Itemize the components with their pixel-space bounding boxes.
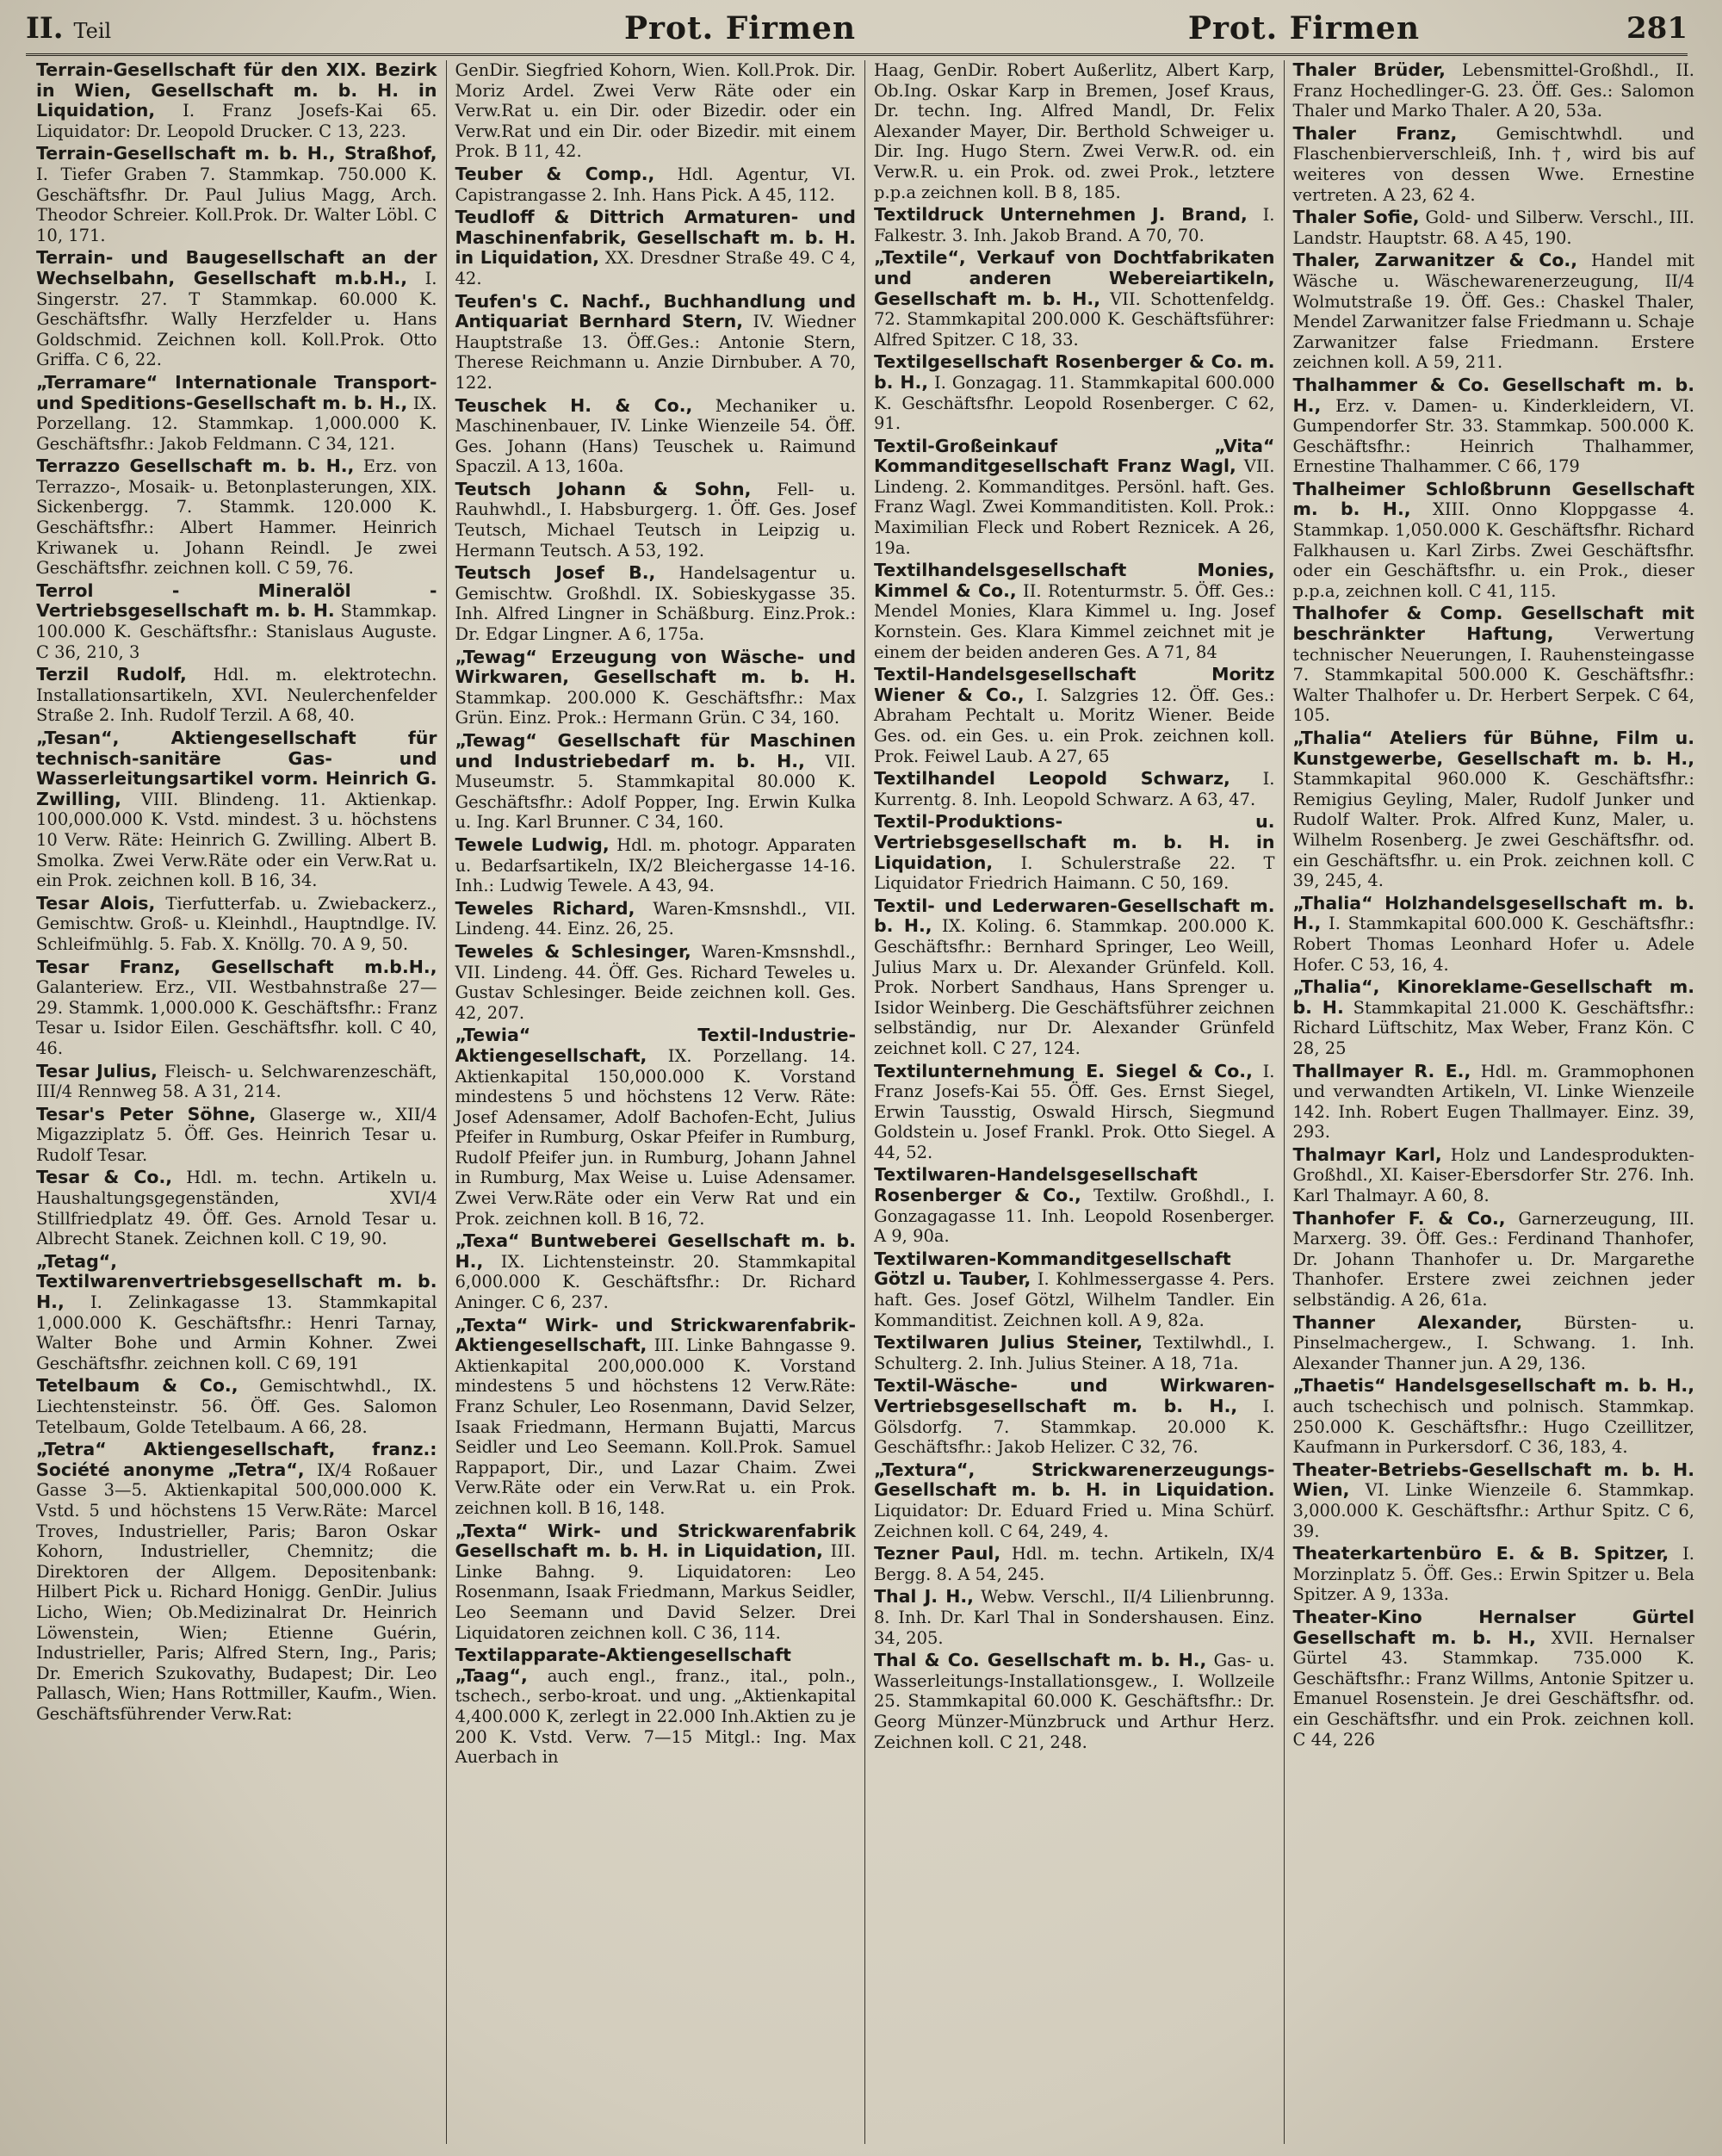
firm-name: Textilhandelsgesellschaft Monies, Kimmel & Co.,: [874, 560, 1275, 601]
firm-name: Thaler Brüder,: [1292, 60, 1446, 80]
firm-entry: [36, 728, 437, 891]
firm-name: Textilwaren-Kommanditgesellschaft Götzl u. Tauber,: [874, 1248, 1231, 1290]
column-4: [1285, 60, 1704, 2144]
firm-details: Liquidator: Dr. Eduard Fried u. Mina Schürf. Zeichnen koll. C 64, 249, 4.: [874, 1500, 1275, 1541]
firm-details: Tierfutterfab. u. Zwiebackerz., Gemischtw. Groß- u. Kleinhdl., Hauptndlge. IV. Schleifmühlg. 5. Fab. X. Knöllg. 70. A 9, 50.: [36, 893, 437, 954]
firm-details: I. Franz Josefs-Kai 55. Öff. Ges. Ernst Siegel, Erwin Tausstig, Oswald Hirsch, Siegmund Goldstein u. Josef Frankl. Prok. Otto Siegel. A 44, 52.: [874, 1061, 1275, 1162]
firm-details: Hdl. m. elektrotechn. Installationsartikeln, XVI. Neulerchenfelder Straße 2. Inh. Rudolf Terzil. A 68, 40.: [36, 665, 437, 726]
firm-entry: [1293, 480, 1695, 602]
firm-entry: [1293, 375, 1695, 477]
firm-entry: [455, 292, 857, 393]
column-3: [865, 60, 1285, 2144]
firm-details: Garnerzeugung, III. Marxerg. 39. Öff. Ges.: Ferdinand Thanhofer, Dr. Johann Thanhofer u. Dr. Margarethe Thanhofer. Erstere zwei zeichnen jeder selbständig. A 26, 61a.: [1292, 1208, 1694, 1310]
firm-details: I. Gonzagag. 11. Stammkapital 600.000 K. Geschäftsfhr. Leopold Rosenberger. C 62, 91.: [874, 372, 1275, 434]
firm-entry: [874, 1544, 1275, 1584]
firm-details: Verwertung technischer Neuerungen, I. Rauhensteingasse 7. Stammkapital 500.000 K. Geschäftsfhr.: Walter Thalhofer u. Dr. Herbert Serpek. C 64, 105.: [1292, 624, 1694, 726]
firm-entry: [455, 1316, 857, 1519]
firm-name: Terrazzo Gesellschaft m. b. H.,: [36, 455, 355, 477]
firm-name: Textil-Handelsgesellschaft Moritz Wiener & Co.,: [874, 664, 1275, 705]
firm-name: Theater-Kino Hernalser Gürtel Gesellschaft m. b. H.,: [1292, 1606, 1694, 1648]
firm-details: Fleisch- u. Selchwarenzeschäft, III/4 Rennweg 58. A 31, 214.: [36, 1061, 437, 1102]
firm-details: I. Tiefer Graben 7. Stammkap. 750.000 K. Geschäftsfhr. Dr. Paul Julius Magg, Arch. Theodor Schreier. Koll.Prok. Dr. Walter Löbl. C 10, 171.: [36, 164, 437, 245]
firm-details: Galanteriew. Erz., VII. Westbahnstraße 27—29. Stammk. 1,000.000 K. Geschäftsfhr.: Franz Tesar u. Isidor Eilen. Geschäftsfhr. koll. C 40, 46.: [36, 977, 437, 1058]
firm-entry: [36, 894, 437, 955]
header-right: [1188, 10, 1688, 46]
firm-entry: [455, 1025, 857, 1229]
firm-entry: [874, 1333, 1275, 1373]
firm-name: Teuschek H. & Co.,: [455, 394, 693, 416]
firm-entry: [455, 60, 857, 162]
part-suffix: Teil: [73, 19, 112, 43]
firm-name: Terrol - Mineralöl - Vertriebsgesellschaft m. b. H.: [36, 579, 437, 622]
firm-entry: [874, 1651, 1275, 1752]
firm-entry: [874, 665, 1275, 766]
firm-details: Holz und Landesprodukten-Großhdl., XI. Kaiser-Ebersdorfer Str. 276. Inh. Karl Thalmayr. A 60, 8.: [1292, 1144, 1694, 1206]
firm-details: XX. Dresdner Straße 49. C 4, 42.: [455, 248, 856, 288]
firm-entry: [36, 1252, 437, 1374]
firm-name: Thaler Franz,: [1292, 122, 1458, 144]
firm-entry: [455, 899, 857, 939]
firm-name: Tesar & Co.,: [36, 1167, 173, 1188]
firm-entry: [874, 437, 1275, 559]
firm-details: I. Kohlmessergasse 4. Pers. haft. Ges. Josef Götzl, Wilhelm Tandler. Ein Kommanditist. Zeichnen koll. A 9, 82a.: [874, 1269, 1275, 1330]
firm-name: Tewele Ludwig,: [455, 833, 610, 855]
firm-entry: [36, 1062, 437, 1102]
firm-name: „Thalia“ Ateliers für Bühne, Film u. Kunstgewerbe, Gesellschaft m. b. H.,: [1292, 728, 1694, 769]
firm-entry: [874, 352, 1275, 433]
firm-entry: [36, 144, 437, 245]
firm-details: Hdl. m. Grammophonen und verwandten Artikeln, VI. Linke Wienzeile 142. Inh. Robert Eugen Thallmayer. Einz. 39, 293.: [1292, 1061, 1694, 1143]
firm-details: I. Zelinkagasse 13. Stammkapital 1,000.000 K. Geschäftsfhr.: Henri Tarnay, Walter Bohe und Armin Kohner. Zwei Geschäftsfhr. zeichnen koll. C 69, 191: [36, 1292, 437, 1373]
firm-entry: [1293, 1145, 1695, 1206]
firm-details: VI. Linke Wienzeile 6. Stammkap. 3,000.000 K. Geschäftsfhr.: Arthur Spitz. C 6, 39.: [1292, 1480, 1694, 1541]
firm-name: „Texta“ Wirk- und Strickwarenfabrik Gesellschaft m. b. H. in Liquidation,: [455, 1520, 856, 1562]
firm-entry: [455, 164, 857, 205]
firm-details: Stammkapital 960.000 K. Geschäftsfhr.: Remigius Geyling, Maler, Rudolf Junker und Rudolf Walter. Prok. Alfred Kunz, Maler, u. Wilhelm Rosenberg. Je zwei Geschäftsfhr. od. ein Geschäftsfhr. u. ein Prok. zeichnen koll. C 39, 245, 4.: [1292, 769, 1694, 891]
firm-details: XVII. Hernalser Gürtel 43. Stammkap. 735.000 K. Geschäftsfhr.: Franz Willms, Antonie Spitzer u. Emanuel Rosenstein. Je drei Geschäftsfhr. od. ein Geschäftsfhr. und ein Prok. zeichnen koll. C 44, 226: [1292, 1627, 1694, 1750]
firm-details: VIII. Blindeng. 11. Aktienkap. 100,000.000 K. Vstd. mindest. 3 u. höchstens 10 Verw. Räte: Heinrich G. Zwilling. Albert B. Smolka. Zwei Verw.Räte oder ein Verw.Rat u. ein Prok. zeichnen koll. B 16, 34.: [36, 789, 437, 891]
firm-entry: [455, 647, 857, 728]
firm-entry: [1293, 251, 1695, 373]
firm-name: Teufen's C. Nachf., Buchhandlung und Antiquariat Bernhard Stern,: [455, 290, 856, 332]
firm-details: Stammkapital 21.000 K. Geschäftsfhr.: Richard Lüftschitz, Max Weber, Franz Kön. C 28, 25: [1292, 997, 1695, 1058]
firm-name: Thaler Sofie,: [1292, 207, 1420, 228]
firm-entry: [1293, 1460, 1695, 1541]
firm-details: Hdl. m. photogr. Apparaten u. Bedarfsartikeln, IX/2 Bleichergasse 14-16. Inh.: Ludwig Tewele. A 43, 94.: [455, 834, 856, 896]
firm-entry: [455, 1231, 857, 1312]
firm-name: Tesar's Peter Söhne,: [36, 1103, 257, 1124]
firm-details: Waren-Kmsnshdl., VII. Lindeng. 44. Öff. Ges. Richard Teweles u. Gustav Schlesinger. Beide zeichnen koll. Ges. 42, 207.: [455, 941, 856, 1023]
firm-entry: [1293, 1608, 1695, 1750]
firm-entry: [36, 1168, 437, 1248]
part-label: [26, 11, 111, 46]
firm-details: GenDir. Siegfried Kohorn, Wien. Koll.Prok. Dir. Moriz Ardel. Zwei Verw Räte oder ein Verw.Rat u. ein Dir. oder Bizedir. oder ein Verw.Rat und ein Dir. oder Bizedir. mit einem Prok. B 11, 42.: [455, 60, 856, 162]
firm-name: Tesar Julius,: [36, 1060, 158, 1081]
firm-entry: [874, 1376, 1275, 1457]
firm-name: Theater-Betriebs-Gesellschaft m. b. H. Wien,: [1292, 1459, 1694, 1501]
firm-name: Tetelbaum & Co.,: [36, 1375, 238, 1397]
firm-details: Erz. v. Damen- u. Kinderkleidern, VI. Gumpendorfer Str. 33. Stammkap. 500.000 K. Geschäftsfhr.: Heinrich Thalhammer, Ernestine Thalhammer. C 66, 179: [1292, 395, 1694, 477]
firm-entry: [874, 561, 1275, 662]
firm-name: Thanner Alexander,: [1292, 1311, 1523, 1333]
firm-details: Lebensmittel-Großhdl., II. Franz Hochedlinger-G. 23. Öff. Ges.: Salomon Thaler und Marko Thaler. A 20, 53a.: [1292, 60, 1694, 121]
firm-entry: [1293, 1209, 1695, 1310]
firm-entry: [455, 835, 857, 896]
firm-details: Gemischtwhdl. und Flaschenbierverschleiß, Inh. †, wird bis auf weiteres von dessen Wwe. Ernestine vertreten. A 23, 62 4.: [1292, 123, 1694, 205]
firm-details: I. Singerstr. 27. T Stammkap. 60.000 K. Geschäftsfhr. Wally Herzfelder u. Hans Goldschmid. Zeichnen koll. Koll.Prok. Otto Griffa. C 6, 22.: [36, 268, 437, 370]
firm-entry: [36, 1376, 437, 1437]
firm-details: auch engl., franz., ital., poln., tschech., serbo-kroat. und ung. „Aktienkapital 4,400.000 K, zerlegt in 22.000 Inh.Aktien zu je 200 K. Vstd. Verw. 7—15 Mitgl.: Ing. Max Auerbach in: [455, 1665, 856, 1768]
firm-name: Thal J. H.,: [874, 1586, 974, 1608]
firm-entry: [1293, 1062, 1695, 1143]
firm-name: Textilunternehmung E. Siegel & Co.,: [874, 1060, 1253, 1081]
firm-details: I. Morzinplatz 5. Öff. Ges.: Erwin Spitzer u. Bela Spitzer. A 9, 133a.: [1292, 1544, 1694, 1605]
firm-name: Textilapparate-Aktiengesellschaft „Taag“,: [455, 1645, 791, 1686]
firm-name: Teutsch Josef B.,: [455, 562, 656, 584]
firm-name: Tesar Franz, Gesellschaft m.b.H.,: [36, 956, 437, 977]
firm-name: „Terramare“ Internationale Transport- und Speditions-Gesellschaft m. b. H.,: [36, 371, 437, 413]
firm-details: I. Stammkapital 600.000 K. Geschäftsfhr.: Robert Thomas Leonhard Hofer u. Adele Hofer. C 53, 16, 4.: [1292, 914, 1694, 975]
firm-details: VII. Schottenfeldg. 72. Stammkapital 200.000 K. Geschäftsführer: Alfred Spitzer. C 18, 33.: [874, 288, 1275, 350]
firm-details: IX. Koling. 6. Stammkap. 200.000 K. Geschäftsfhr.: Bernhard Springer, Leo Weill, Julius Marx u. Dr. Alexander Grünfeld. Koll. Prok. Norbert Sandhaus, Hans Sprenger u. Isidor Weinberg. Die Geschäftsführer zeichnen selbständig, nur Dr. Alexander Grünfeld zeichnet koll. C 27, 124.: [874, 916, 1275, 1058]
firm-details: I. Kurrentg. 8. Inh. Leopold Schwarz. A 63, 47.: [874, 769, 1275, 809]
firm-name: „Textura“, Strickwarenerzeugungs-Gesellschaft m. b. H. in Liquidation.: [874, 1459, 1275, 1501]
firm-name: Thanhofer F. & Co.,: [1292, 1207, 1506, 1229]
firm-entry: [874, 1587, 1275, 1648]
firm-details: I. Gölsdorfg. 7. Stammkap. 20.000 K. Geschäftsfhr.: Jakob Helizer. C 32, 76.: [874, 1397, 1275, 1458]
firm-name: „Thalia“, Kinoreklame-Gesellschaft m. b. H.: [1292, 976, 1694, 1018]
firm-details: Gemischtwhdl., IX. Liechtensteinstr. 56. Öff. Ges. Salomon Tetelbaum, Golde Tetelbaum. A 66, 28.: [36, 1376, 437, 1437]
firm-entry: [1293, 977, 1695, 1058]
firm-details: Waren-Kmsnshdl., VII. Lindeng. 44. Einz. 26, 25.: [455, 898, 856, 939]
firm-entry: [874, 1460, 1275, 1541]
firm-name: Terrain- und Baugesellschaft an der Wechselbahn, Gesellschaft m.b.H.,: [36, 247, 437, 288]
firm-details: Textilwhdl., I. Schulterg. 2. Inh. Julius Steiner. A 18, 71a.: [874, 1333, 1275, 1373]
firm-name: Teweles & Schlesinger,: [455, 940, 691, 962]
firm-name: Thalhofer & Comp. Gesellschaft mit beschränkter Haftung,: [1292, 603, 1694, 645]
firm-details: II. Rotenturmstr. 5. Öff. Ges.: Mendel Monies, Klara Kimmel u. Ing. Josef Kornstein. Ges. Klara Kimmel zeichnet mit je einem der beiden anderen Ges. A 71, 84: [874, 580, 1275, 662]
firm-entry: [874, 896, 1275, 1059]
firm-details: Handel mit Wäsche u. Wäschewarenerzeugung, II/4 Wolmutstraße 19. Öff. Ges.: Chaskel Thaler, Mendel Zarwanitzer false Friedmann u. Schaje Zarwanitzer false Friedmann. Erstere zeichnen koll. A 59, 211.: [1292, 251, 1694, 373]
firm-details: IX. Porzellang. 12. Stammkap. 1,000.000 K. Geschäftsfhr.: Jakob Feldmann. C 34, 121.: [36, 393, 437, 454]
firm-name: Textilwaren Julius Steiner,: [874, 1332, 1143, 1354]
firm-name: Textil-Produktions- u. Vertriebsgesellschaft m. b. H. in Liquidation,: [874, 811, 1275, 873]
firm-name: „Texta“ Wirk- und Strickwarenfabrik-Aktiengesellschaft,: [455, 1314, 856, 1356]
firm-name: „Thalia“ Holzhandelsgesellschaft m. b. H.,: [1292, 892, 1694, 934]
firm-name: „Tesan“, Aktiengesellschaft für technisch-sanitäre Gas- und Wasserleitungsartikel vorm. Heinrich G. Zwilling,: [36, 728, 437, 809]
firm-details: XIII. Onno Kloppgasse 4. Stammkap. 1,050.000 K. Geschäftsfhr. Richard Falkhausen u. Karl Zirbs. Zwei Geschäftsfhr. oder ein Geschäftsfhr. u. ein Prok., dieser p.p.a, zeichnen koll. C 41, 115.: [1292, 499, 1694, 601]
firm-name: Thallmayer R. E.,: [1292, 1060, 1471, 1081]
firm-entry: [874, 1249, 1275, 1330]
page-number: 281: [1626, 11, 1688, 46]
firm-name: „Tetag“, Textilwarenvertriebsgesellschaft m. b. H.,: [36, 1250, 437, 1313]
firm-entry: [1293, 1376, 1695, 1457]
firm-details: IX/4 Roßauer Gasse 3—5. Aktienkapital 500,000.000 K. Vstd. 5 und höchstens 15 Verw.Räte: Marcel Troves, Industrieller, Paris; Baron Oskar Kohorn, Industrieller, Chemnitz; die Direktoren der Allgem. Depositenbank: Hilbert Pick u. Richard Honigg. GenDir. Julius Licho, Wien; Ob.Medizinalrat Dr. Heinrich Löwenstein, Wien; Etienne Guérin, Industrieller, Paris; Alfred Stern, Ing., Paris; Dr. Emerich Szukovathy, Budapest; Dir. Leo Pallasch, Wien; Hans Rottmiller, Kaufm., Wien. Geschäftsführender Verw.Rat:: [36, 1459, 437, 1724]
firm-details: Glaserge w., XII/4 Migazziplatz 5. Öff. Ges. Heinrich Tesar u. Rudolf Tesar.: [36, 1104, 437, 1165]
firm-entry: [1293, 208, 1695, 248]
firm-details: I. Salzgries 12. Öff. Ges.: Abraham Pechtalt u. Moritz Wiener. Beide Ges. od. ein Ges. u. ein Prok. zeichnen koll. Prok. Feiwel Laub. A 27, 65: [874, 685, 1275, 766]
firm-name: Teuber & Comp.,: [455, 163, 655, 184]
firm-name: Theaterkartenbüro E. & B. Spitzer,: [1292, 1543, 1669, 1564]
firm-entry: [36, 456, 437, 579]
firm-details: Hdl. Agentur, VI. Capistrangasse 2. Inh. Hans Pick. A 45, 112.: [455, 164, 856, 205]
firm-name: Terrain-Gesellschaft für den XIX. Bezirk in Wien, Gesellschaft m. b. H. in Liquidation,: [36, 60, 437, 121]
firm-entry: [1293, 604, 1695, 726]
column-2: [447, 60, 866, 2144]
firm-name: „Tewia“ Textil-Industrie-Aktiengesellschaft,: [455, 1025, 856, 1066]
firm-entry: [874, 248, 1275, 350]
firm-name: Teudloff & Dittrich Armaturen- und Maschinenfabrik, Gesellschaft m. b. H. in Liquidation,: [455, 207, 856, 269]
firm-entry: [455, 480, 857, 561]
firm-details: Webw. Verschl., II/4 Lilienbrunng. 8. Inh. Dr. Karl Thal in Sondershausen. Einz. 34, 205.: [874, 1587, 1275, 1648]
firm-entry: [36, 1440, 437, 1724]
firm-entry: [36, 248, 437, 370]
firm-details: Stammkap. 100.000 K. Geschäftsfhr.: Stanislaus Auguste. C 36, 210, 3: [36, 601, 437, 662]
firm-entry: [36, 1105, 437, 1166]
firm-name: Terrain-Gesellschaft m. b. H., Straßhof,: [36, 143, 437, 164]
firm-details: Stammkap. 200.000 K. Geschäftsfhr.: Max Grün. Einz. Prok.: Hermann Grün. C 34, 160.: [455, 687, 856, 728]
firm-details: I. Franz Josefs-Kai 65. Liquidator: Dr. Leopold Drucker. C 13, 223.: [36, 101, 437, 141]
firm-details: IX. Lichtensteinstr. 20. Stammkapital 6,000.000 K. Geschäftsfhr.: Dr. Richard Aninger. C 6, 237.: [455, 1251, 856, 1313]
firm-name: Thalheimer Schloßbrunn Gesellschaft m. b. H.,: [1292, 478, 1694, 520]
firm-entry: [455, 942, 857, 1023]
firm-name: Textildruck Unternehmen J. Brand,: [874, 204, 1248, 226]
firm-name: Tezner Paul,: [874, 1543, 1001, 1564]
firm-details: Erz. von Terrazzo-, Mosaik- u. Betonplasterungen, XIX. Sickenbergg. 7. Stammk. 120.000 K. Geschäftsfhr.: Albert Hammer. Heinrich Kriwanek u. Johann Reindl. Je zwei Geschäftsfhr. zeichnen koll. C 59, 76.: [36, 456, 437, 579]
firm-entry: [874, 1165, 1275, 1246]
firm-name: Textilgesellschaft Rosenberger & Co. m. b. H.,: [874, 351, 1275, 393]
firm-entry: [455, 208, 857, 288]
column-1: [28, 60, 447, 2144]
firm-entry: [874, 769, 1275, 809]
firm-entry: [455, 731, 857, 833]
firm-name: Textilwaren-Handelsgesellschaft Rosenberger & Co.,: [874, 1164, 1198, 1206]
firm-name: „Thaetis“ Handelsgesellschaft m. b. H.,: [1292, 1375, 1694, 1397]
firm-entry: [874, 60, 1275, 202]
firm-name: Textil-Wäsche- und Wirkwaren-Vertriebsgesellschaft m. b. H.,: [874, 1375, 1275, 1416]
firm-details: auch tschechisch und polnisch. Stammkap. 250.000 K. Geschäftsfhr.: Hugo Czeillitzer, Kaufmann in Purkersdorf. C 36, 183, 4.: [1292, 1397, 1694, 1458]
firm-entry: [36, 60, 437, 141]
firm-details: Handelsagentur u. Gemischtw. Großhdl. IX. Sobieskygasse 35. Inh. Alfred Lingner in Schäßburg. Einz.Prok.: Dr. Edgar Lingner. A 6, 175a.: [455, 563, 856, 645]
firm-name: Thaler, Zarwanitzer & Co.,: [1292, 250, 1578, 271]
firm-details: IX. Porzellang. 14. Aktienkapital 150,000.000 K. Vorstand mindestens 5 und höchstens 12 Verw. Räte: Josef Adensamer, Adolf Bachofen-Echt, Julius Pfeifer in Rumburg, Oskar Pfeifer in Rumburg, Rudolf Pfeifer jun. in Rumburg, Johann Jahnel in Rumburg, Max Weise u. Luise Adensamer. Zwei Verw.Räte oder ein Verw Rat und ein Prok. zeichnen koll. B 16, 72.: [455, 1045, 856, 1229]
firm-name: „Texa“ Buntweberei Gesellschaft m. b. H.,: [455, 1230, 856, 1272]
firm-details: Bürsten- u. Pinselmachergew., I. Schwang. 1. Inh. Alexander Thanner jun. A 29, 136.: [1292, 1312, 1694, 1373]
firm-entry: [874, 205, 1275, 245]
firm-details: Hdl. m. techn. Artikeln, IX/4 Bergg. 8. A 54, 245.: [874, 1544, 1275, 1584]
firm-details: Fell- u. Rauhwhdl., I. Habsburgerg. 1. Öff. Ges. Josef Teutsch, Michael Teutsch in Leipzig u. Hermann Teutsch. A 53, 192.: [455, 479, 856, 561]
firm-entry: [1293, 124, 1695, 205]
firm-entry: [1293, 60, 1695, 121]
firm-name: Tesar Alois,: [36, 892, 156, 914]
page-header: [26, 3, 1688, 56]
firm-details: III. Linke Bahngasse 9. Aktienkapital 200,000.000 K. Vorstand mindestens 5 und höchstens 12 Verw.Räte: Franz Schuler, Leo Rosenmann, David Selzer, Isaak Friedmann, Hermann Bujatti, Marcus Seidler und Leo Seemann. Koll.Prok. Samuel Rappaport, Dir., und Lazar Chaim. Zwei Verw.Räte oder ein Verw.Rat u. ein Prok. zeichnen koll. B 16, 148.: [455, 1335, 856, 1518]
firm-name: Textilhandel Leopold Schwarz,: [874, 768, 1230, 790]
firm-entry: [1293, 894, 1695, 975]
firm-name: „Tewag“ Gesellschaft für Maschinen und Industriebedarf m. b. H.,: [455, 730, 856, 771]
firm-name: „Tetra“ Aktiengesellschaft, franz.: Société anonyme „Tetra“,: [36, 1439, 437, 1480]
firm-details: I. Falkestr. 3. Inh. Jakob Brand. A 70, 70.: [874, 205, 1275, 245]
firm-name: Textil-Großeinkauf „Vita“ Kommanditgesellschaft Franz Wagl,: [874, 435, 1275, 477]
firm-details: Hdl. m. techn. Artikeln u. Haushaltungsgegenständen, XVI/4 Stillfriedplatz 49. Öff. Ges. Arnold Tesar u. Albrecht Stanek. Zeichnen koll. C 19, 90.: [36, 1168, 437, 1249]
firm-entry: [1293, 1544, 1695, 1605]
firm-entry: [874, 1062, 1275, 1163]
firm-details: Gold- und Silberw. Verschl., III. Landstr. Hauptstr. 68. A 45, 190.: [1292, 208, 1694, 248]
firm-name: „Textile“, Verkauf von Dochtfabrikaten und anderen Webereiartikeln, Gesellschaft m. b. H.,: [874, 247, 1275, 309]
firm-details: Gas- u. Wasserleitungs-Installationsgew., I. Wollzeile 25. Stammkapital 60.000 K. Geschäftsfhr.: Dr. Georg Münzer-Münzbruck und Arthur Herz. Zeichnen koll. C 21, 248.: [874, 1651, 1275, 1752]
firm-entry: [36, 373, 437, 454]
running-title-left: Prot. Firmen: [623, 10, 857, 46]
firm-name: Thalmayr Karl,: [1292, 1143, 1442, 1165]
firm-entry: [36, 665, 437, 726]
firm-entry: [1293, 728, 1695, 891]
firm-entry: [1293, 1313, 1695, 1374]
firm-details: VII. Museumstr. 5. Stammkapital 80.000 K. Geschäftsfhr.: Adolf Popper, Ing. Erwin Kulka u. Ing. Karl Brunner. C 34, 160.: [455, 751, 857, 833]
firm-details: VII. Lindeng. 2. Kommanditges. Persönl. haft. Ges. Franz Wagl. Zwei Kommanditisten. Koll. Prok.: Maximilian Fleck und Robert Reznicek. A 26, 19a.: [874, 456, 1275, 558]
firm-name: Terzil Rudolf,: [36, 664, 187, 685]
text-columns: [28, 60, 1703, 2144]
firm-name: Thal & Co. Gesellschaft m. b. H.,: [874, 1650, 1207, 1671]
firm-name: „Tewag“ Erzeugung von Wäsche- und Wirkwaren, Gesellschaft m. b. H.: [455, 646, 856, 688]
firm-details: III. Linke Bahng. 9. Liquidatoren: Leo Rosenmann, Isaak Friedmann, Markus Seidler, Leo Seemann und David Selzer. Drei Liquidatoren zeichnen koll. C 36, 114.: [455, 1541, 856, 1643]
firm-details: Mechaniker u. Maschinenbauer, IV. Linke Wienzeile 54. Öff. Ges. Johann (Hans) Teuschek u. Raimund Spaczil. A 13, 160a.: [455, 395, 856, 477]
firm-details: I. Schulerstraße 22. T Liquidator Friedrich Haimann. C 50, 169.: [874, 852, 1275, 894]
firm-name: Teweles Richard,: [455, 897, 635, 919]
firm-details: IV. Wiedner Hauptstraße 13. Öff.Ges.: Antonie Stern, Therese Reichmann u. Anzie Dirnbuber. A 70, 122.: [455, 312, 856, 393]
running-title-right: Prot. Firmen: [1187, 10, 1421, 46]
firm-name: Teutsch Johann & Sohn,: [455, 478, 752, 499]
part-number: II.: [26, 11, 64, 46]
firm-entry: [36, 581, 437, 662]
firm-name: Thalhammer & Co. Gesellschaft m. b. H.,: [1292, 374, 1694, 416]
firm-entry: [455, 396, 857, 477]
firm-details: Haag, GenDir. Robert Außerlitz, Albert Karp, Ob.Ing. Oskar Karp in Bremen, Josef Kraus, Dr. techn. Ing. Alfred Mandl, Dr. Felix Alexander Mayer, Dir. Berthold Schweiger u. Dir. Ing. Hugo Stern. Zwei Verw.R. od. ein Verw.R. u. ein Prok. od. zwei Prok., letztere p.p.a zeichnen koll. B 8, 185.: [874, 60, 1275, 202]
firm-name: Textil- und Lederwaren-Gesellschaft m. b. H.,: [874, 895, 1275, 937]
firm-entry: [455, 1521, 857, 1644]
firm-details: Textilw. Großhdl., I. Gonzagagasse 11. Inh. Leopold Rosenberger. A 9, 90a.: [874, 1186, 1275, 1247]
firm-entry: [36, 957, 437, 1059]
firm-entry: [874, 812, 1275, 893]
firm-entry: [455, 1645, 857, 1768]
firm-entry: [455, 563, 857, 644]
